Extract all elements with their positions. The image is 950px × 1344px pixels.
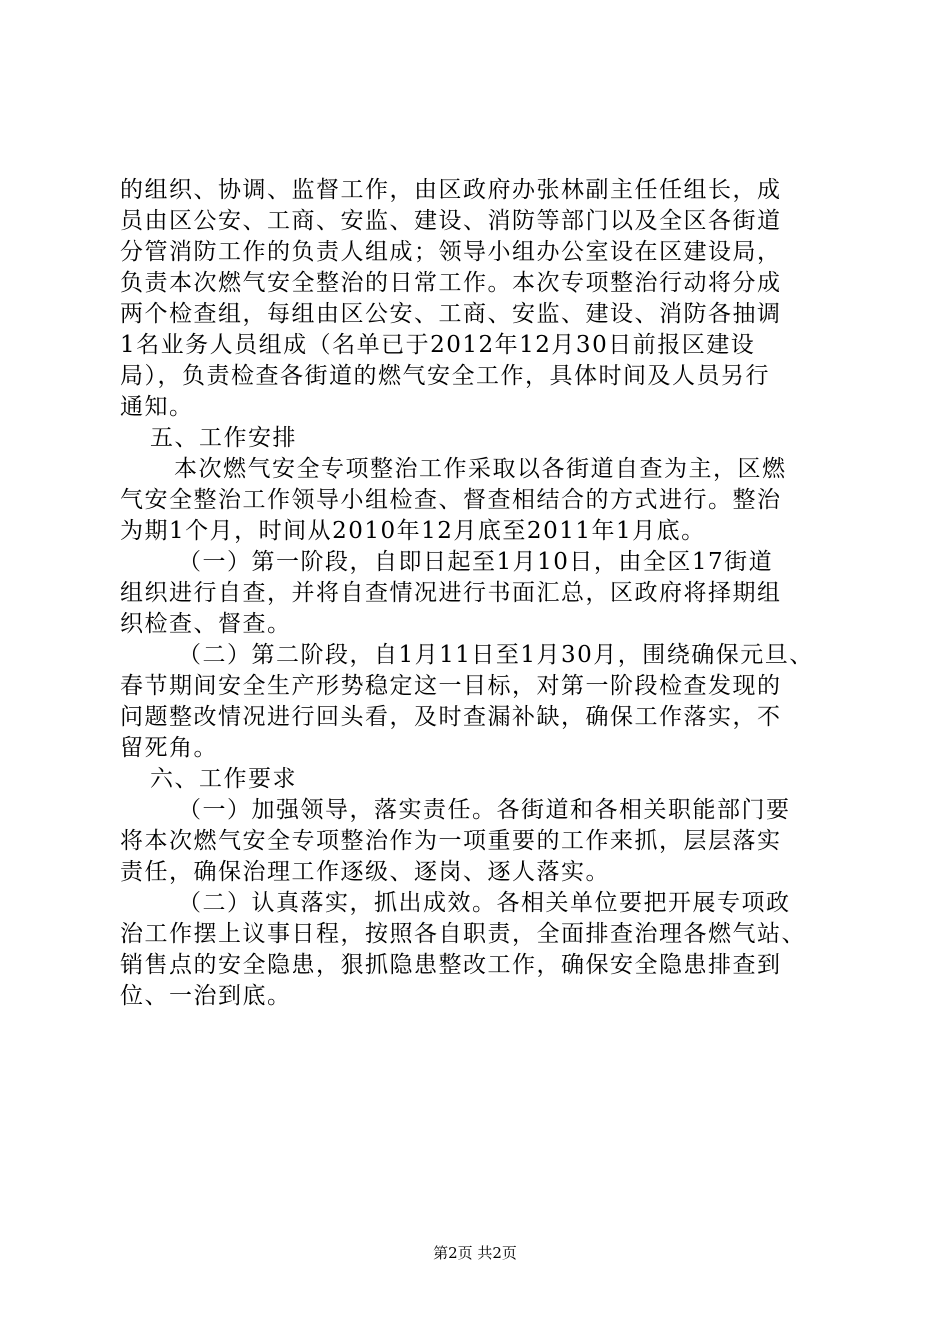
text-line: 治工作摆上议事日程，按照各自职责，全面排查治理各燃气站、	[120, 921, 806, 947]
page-number-footer: 第2页 共2页	[433, 1244, 517, 1262]
text-line: 位、一治到底。	[120, 983, 292, 1009]
text-line: 分管消防工作的负责人组成；领导小组办公室设在区建设局，	[120, 239, 782, 265]
text-line: 员由区公安、工商、安监、建设、消防等部门以及全区各街道	[120, 208, 782, 234]
section-heading: 六、工作要求	[150, 766, 297, 792]
text-line: 1名业务人员组成（名单已于2012年12月30日前报区建设	[120, 332, 756, 358]
text-line: 局），负责检查各街道的燃气安全工作，具体时间及人员另行	[120, 363, 770, 389]
text-line: 春节期间安全生产形势稳定这一目标，对第一阶段检查发现的	[120, 673, 782, 699]
text-line: 本次燃气安全专项整治工作采取以各街道自查为主，区燃	[174, 456, 787, 482]
text-line: （二）第二阶段，自1月11日至1月30月，围绕确保元旦、	[178, 642, 814, 668]
text-line: 的组织、协调、监督工作，由区政府办张林副主任任组长，成	[120, 177, 782, 203]
text-line: 留死角。	[120, 735, 218, 761]
text-line: （二）认真落实，抓出成效。各相关单位要把开展专项政	[178, 890, 791, 916]
text-line: （一）第一阶段，自即日起至1月10日，由全区17街道	[178, 549, 774, 575]
text-line: 责任，确保治理工作逐级、逐岗、逐人落实。	[120, 859, 610, 885]
text-line: 通知。	[120, 394, 194, 420]
text-line: 为期1个月，时间从2010年12月底至2011年1月底。	[120, 518, 706, 544]
text-line: 负责本次燃气安全整治的日常工作。本次专项整治行动将分成	[120, 270, 782, 296]
text-line: 问题整改情况进行回头看，及时查漏补缺，确保工作落实，不	[120, 704, 782, 730]
text-line: 气安全整治工作领导小组检查、督查相结合的方式进行。整治	[120, 487, 782, 513]
text-line: （一）加强领导，落实责任。各街道和各相关职能部门要	[178, 797, 791, 823]
text-line: 织检查、督查。	[120, 611, 292, 637]
section-heading: 五、工作安排	[150, 425, 297, 451]
text-line: 两个检查组，每组由区公安、工商、安监、建设、消防各抽调	[120, 301, 782, 327]
text-line: 将本次燃气安全专项整治作为一项重要的工作来抓，层层落实	[120, 828, 782, 854]
text-line: 组织进行自查，并将自查情况进行书面汇总，区政府将择期组	[120, 580, 782, 606]
text-line: 销售点的安全隐患，狠抓隐患整改工作，确保安全隐患排查到	[120, 952, 782, 978]
